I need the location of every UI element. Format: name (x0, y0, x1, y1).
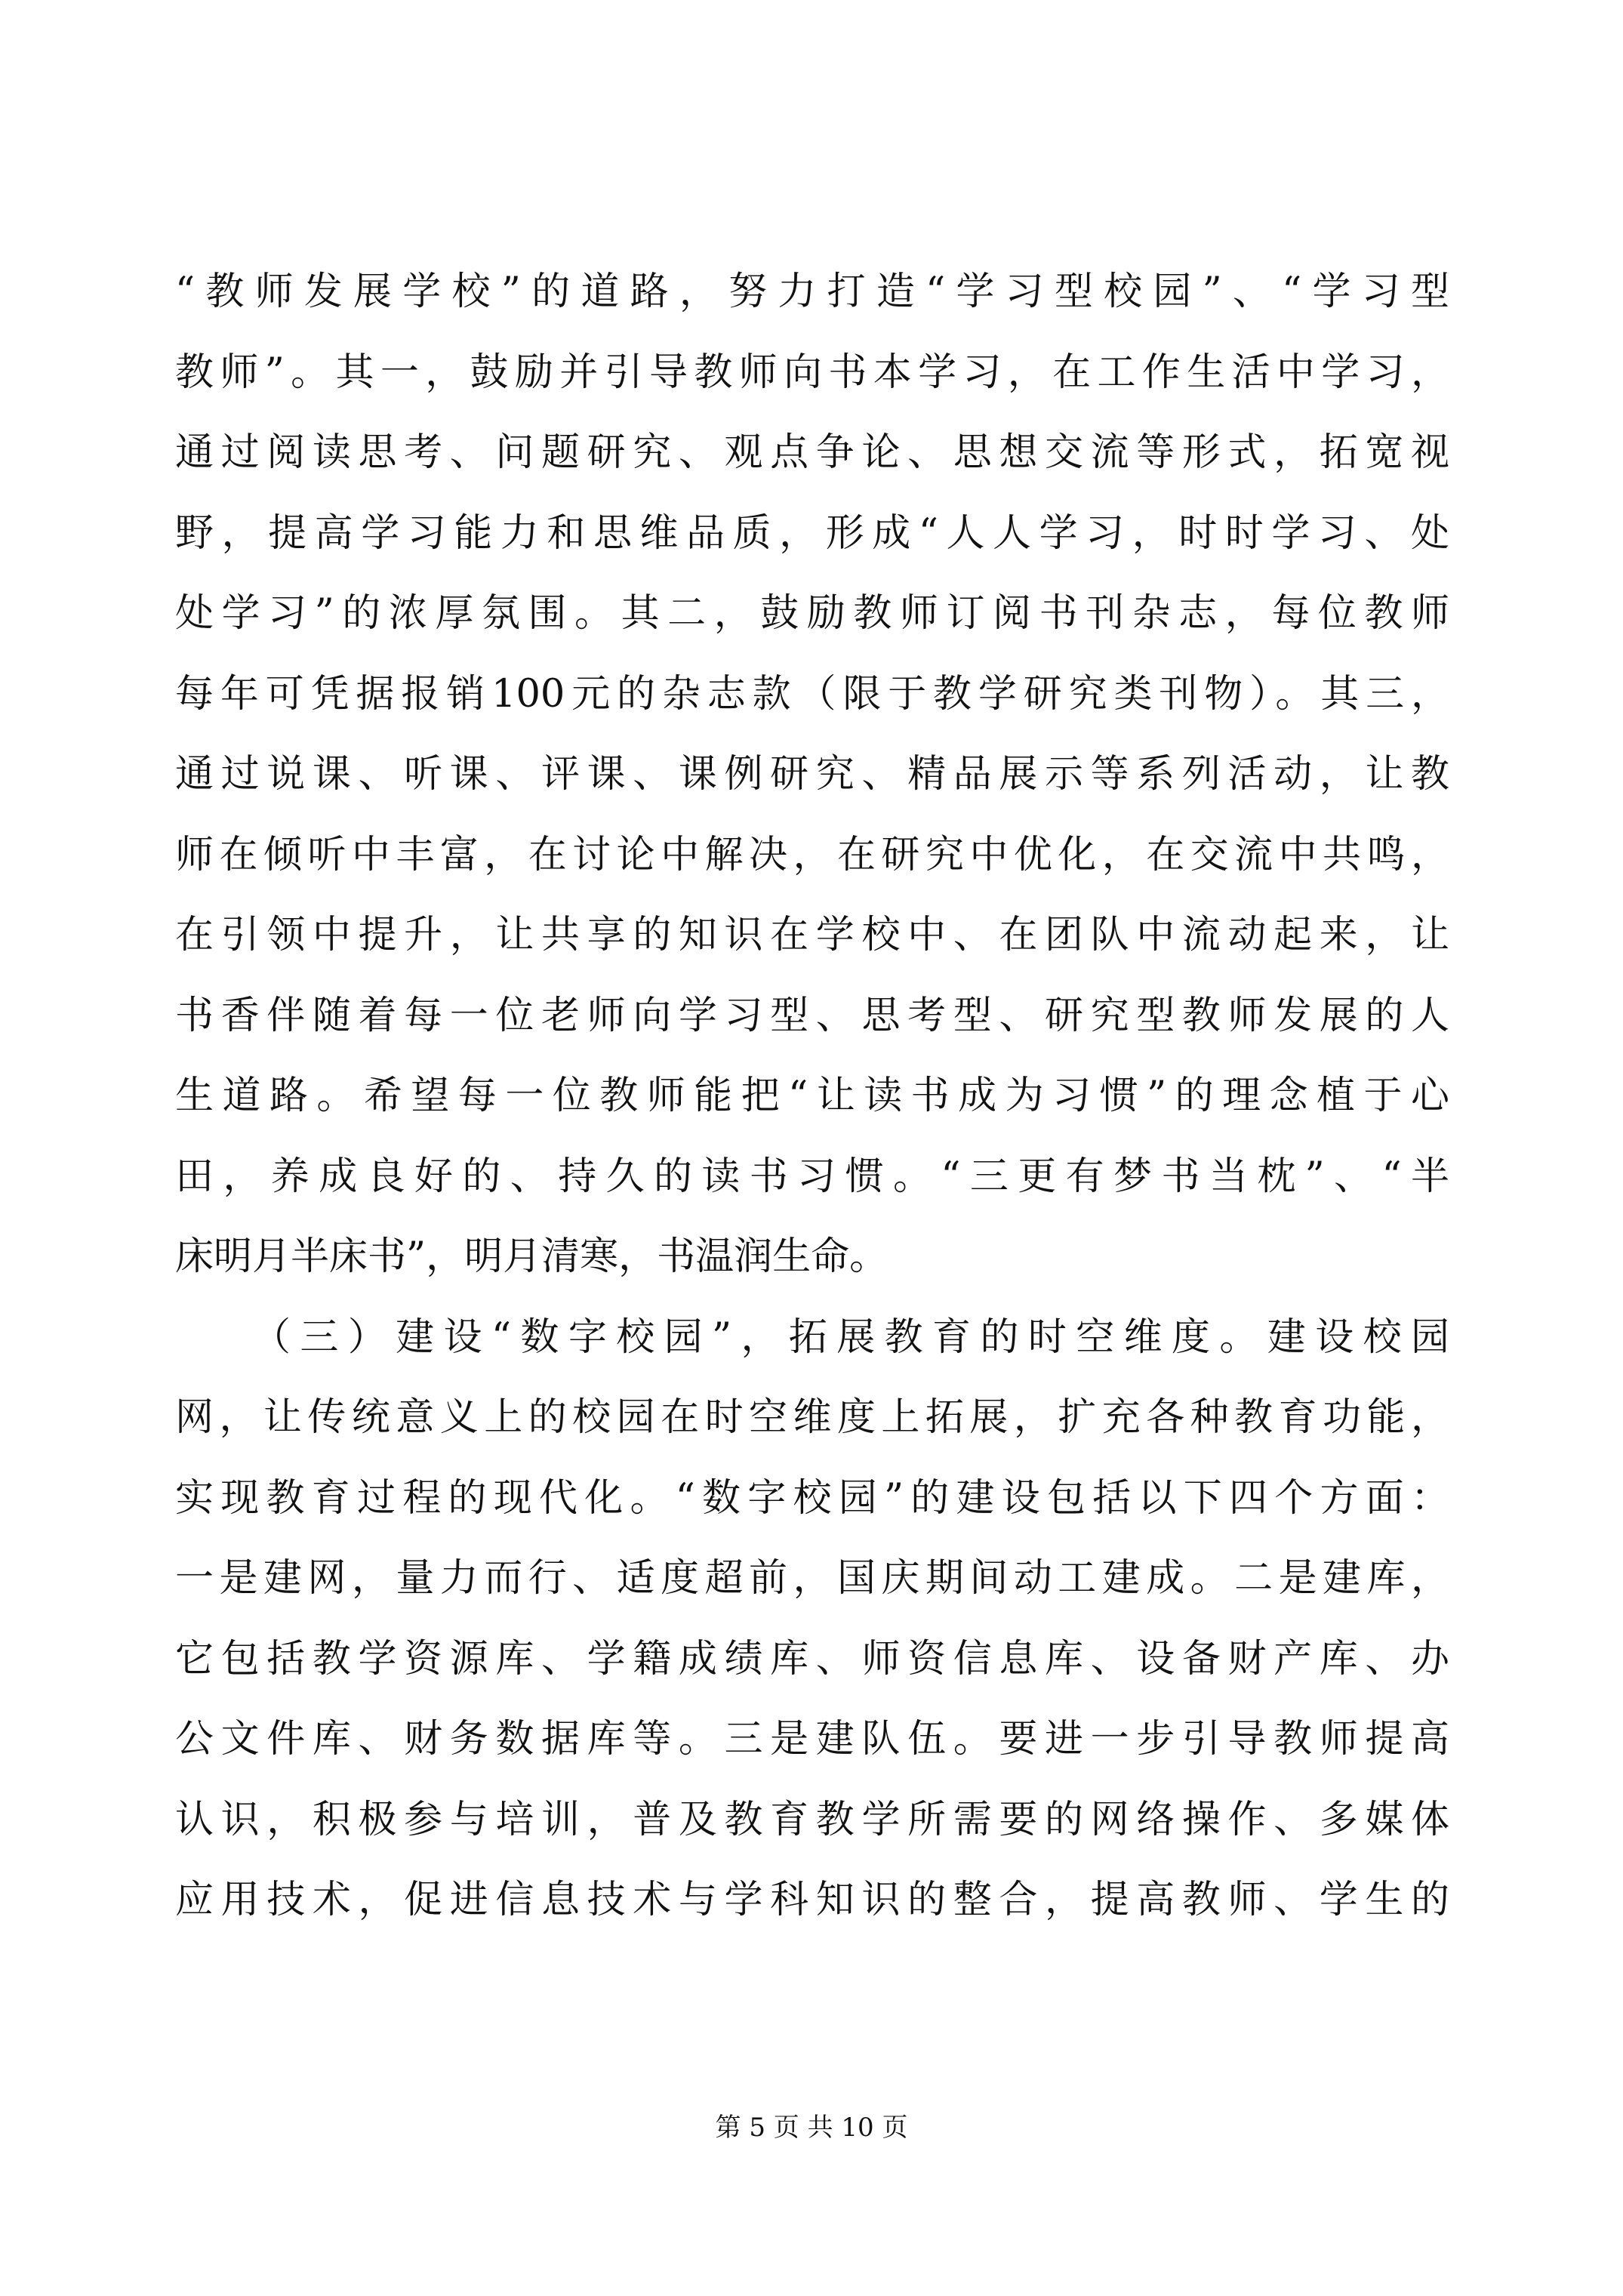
text-line: “教师发展学校”的道路，努力打造“学习型校园”、“学习型 (175, 270, 1449, 314)
text-line: 床明月半床书”，明月清寒，书温润生命。 (175, 1234, 888, 1279)
text-line: 一是建网，量力而行、适度超前，国庆期间动工建成。二是建库， (175, 1556, 1449, 1601)
text-line: 生道路。希望每一位教师能把“让读书成为习惯”的理念植于心 (175, 1074, 1449, 1118)
text-line: 应用技术，促进信息技术与学科知识的整合，提高教师、学生的 (175, 1878, 1449, 1922)
text-line: 处学习”的浓厚氛围。其二，鼓励教师订阅书刊杂志，每位教师 (175, 591, 1449, 636)
text-line: 公文件库、财务数据库等。三是建队伍。要进一步引导教师提高 (175, 1717, 1449, 1761)
text-line: 书香伴随着每一位老师向学习型、思考型、研究型教师发展的人 (175, 993, 1449, 1038)
section-heading-line: （三）建设“数字校园”，拓展教育的时空维度。建设校园 (252, 1314, 1449, 1360)
text-line: 网，让传统意义上的校园在时空维度上拓展，扩充各种教育功能， (175, 1395, 1449, 1440)
text-line: 通过阅读思考、问题研究、观点争论、思想交流等形式，拓宽视 (175, 430, 1449, 475)
text-line: 在引领中提升，让共享的知识在学校中、在团队中流动起来，让 (175, 913, 1449, 957)
text-line: 野，提高学习能力和思维品质，形成“人人学习，时时学习、处 (175, 510, 1449, 556)
text-line: 通过说课、听课、评课、课例研究、精品展示等系列活动，让教 (175, 752, 1449, 797)
text-line: 实现教育过程的现代化。“数字校园”的建设包括以下四个方面： (175, 1475, 1449, 1521)
text-line: 教师”。其一，鼓励并引导教师向书本学习，在工作生活中学习， (175, 350, 1449, 395)
text-line: 田，养成良好的、持久的读书习惯。“三更有梦书当枕”、“半 (175, 1154, 1449, 1199)
text-line: 认识，积极参与培训，普及教育教学所需要的网络操作、多媒体 (175, 1797, 1449, 1842)
body-text (175, 252, 1449, 1941)
text-line: 师在倾听中丰富，在讨论中解决，在研究中优化，在交流中共鸣， (175, 832, 1449, 877)
text-line: 每年可凭据报销100元的杂志款（限于教学研究类刊物）。其三， (175, 671, 1449, 717)
page-number-footer: 第 5 页 共 10 页 (715, 2113, 908, 2143)
text-line: 它包括教学资源库、学籍成绩库、师资信息库、设备财产库、办 (175, 1636, 1449, 1681)
